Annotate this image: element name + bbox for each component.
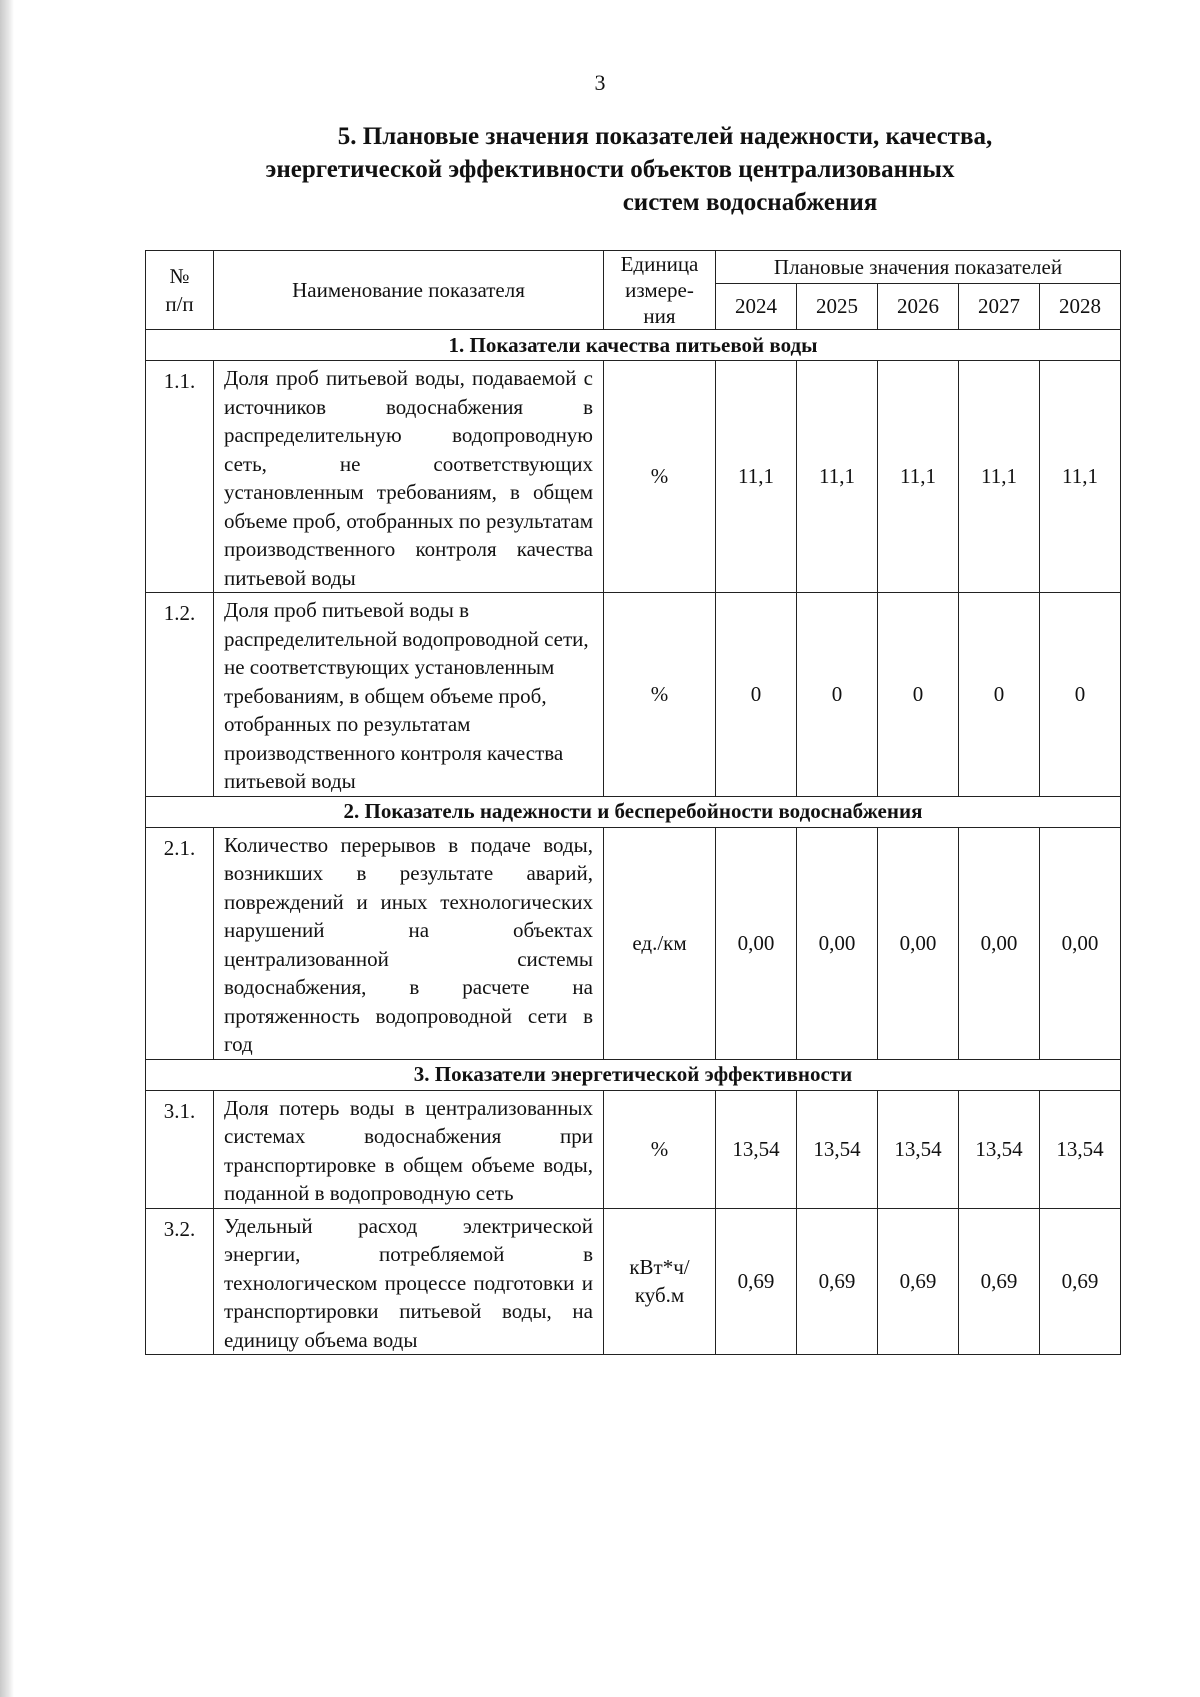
- indicator-name: Доля потерь воды в централизованных системах водоснабжения при транспортировке в общем объеме воды, поданной в водопроводную сеть: [214, 1090, 604, 1208]
- unit-cell: %: [604, 361, 716, 593]
- unit-cell: %: [604, 593, 716, 797]
- row-number: 3.2.: [146, 1208, 214, 1355]
- value-cell: 11,1: [878, 361, 959, 593]
- row-number: 2.1.: [146, 827, 214, 1059]
- section-row: [146, 796, 1121, 827]
- scan-edge: [0, 0, 14, 1697]
- indicator-name: Доля проб питьевой воды, подаваемой с источников водоснабжения в распределительную водопроводную сеть, не соответствующих установленным требованиям, в общем объеме проб, отобранных по результатам производственного контроля качества питьевой воды: [214, 361, 604, 593]
- value-cell: 0,69: [878, 1208, 959, 1355]
- value-cell: 0,69: [797, 1208, 878, 1355]
- table-row: [146, 1208, 1121, 1355]
- indicator-name: Доля проб питьевой воды в распределительной водопроводной сети, не соответствующих установленным требованиям, в общем объеме проб, отобранных по результатам производственного контроля качества питьевой воды: [214, 593, 604, 797]
- header-unit: Единица измере- ния: [604, 251, 716, 330]
- value-cell: 0,00: [878, 827, 959, 1059]
- header-year: 2028: [1040, 284, 1121, 330]
- section-row: [146, 1059, 1121, 1090]
- table-row: [146, 361, 1121, 593]
- indicator-name: Удельный расход электрической энергии, потребляемой в технологическом процессе подготовки и транспортировки питьевой воды, на единицу объема воды: [214, 1208, 604, 1355]
- unit-cell: %: [604, 1090, 716, 1208]
- section-title: 1. Показатели качества питьевой воды: [146, 330, 1121, 361]
- value-cell: 13,54: [959, 1090, 1040, 1208]
- table-row: [146, 827, 1121, 1059]
- value-cell: 13,54: [797, 1090, 878, 1208]
- value-cell: 0: [878, 593, 959, 797]
- header-year: 2027: [959, 284, 1040, 330]
- value-cell: 0,69: [1040, 1208, 1121, 1355]
- value-cell: 0,00: [797, 827, 878, 1059]
- value-cell: 0,00: [716, 827, 797, 1059]
- section-title: 2. Показатель надежности и бесперебойности водоснабжения: [146, 796, 1121, 827]
- header-plan-values: Плановые значения показателей: [716, 251, 1121, 284]
- value-cell: 0,69: [959, 1208, 1040, 1355]
- section-title: 3. Показатели энергетической эффективности: [146, 1059, 1121, 1090]
- row-number: 1.1.: [146, 361, 214, 593]
- value-cell: 11,1: [716, 361, 797, 593]
- header-num: № п/п: [146, 251, 214, 330]
- value-cell: 0,00: [1040, 827, 1121, 1059]
- header-year: 2024: [716, 284, 797, 330]
- value-cell: 13,54: [878, 1090, 959, 1208]
- header-year: 2026: [878, 284, 959, 330]
- unit-cell: ед./км: [604, 827, 716, 1059]
- value-cell: 11,1: [1040, 361, 1121, 593]
- value-cell: 13,54: [716, 1090, 797, 1208]
- value-cell: 0: [1040, 593, 1121, 797]
- value-cell: 0: [959, 593, 1040, 797]
- table-row: [146, 593, 1121, 797]
- value-cell: 11,1: [959, 361, 1040, 593]
- page-number: 3: [594, 70, 606, 95]
- value-cell: 0: [797, 593, 878, 797]
- unit-cell: кВт*ч/ куб.м: [604, 1208, 716, 1355]
- page-title: [150, 120, 1070, 219]
- header-year: 2025: [797, 284, 878, 330]
- header-name: Наименование показателя: [214, 251, 604, 330]
- value-cell: 0,00: [959, 827, 1040, 1059]
- value-cell: 11,1: [797, 361, 878, 593]
- title-line-2: энергетической эффективности объектов централизованных: [265, 156, 955, 183]
- table-row: [146, 1090, 1121, 1208]
- title-line-1: 5. Плановые значения показателей надежности, качества,: [337, 123, 993, 150]
- value-cell: 13,54: [1040, 1090, 1121, 1208]
- row-number: 1.2.: [146, 593, 214, 797]
- section-row: [146, 330, 1121, 361]
- value-cell: 0,69: [716, 1208, 797, 1355]
- title-line-3: систем водоснабжения: [622, 189, 878, 216]
- indicator-name: Количество перерывов в подаче воды, возникших в результате аварий, повреждений и иных технологических нарушений на объектах централизованной системы водоснабжения, в расчете на протяженность водопроводной сети в год: [214, 827, 604, 1059]
- row-number: 3.1.: [146, 1090, 214, 1208]
- value-cell: 0: [716, 593, 797, 797]
- indicators-table: [145, 250, 1121, 1355]
